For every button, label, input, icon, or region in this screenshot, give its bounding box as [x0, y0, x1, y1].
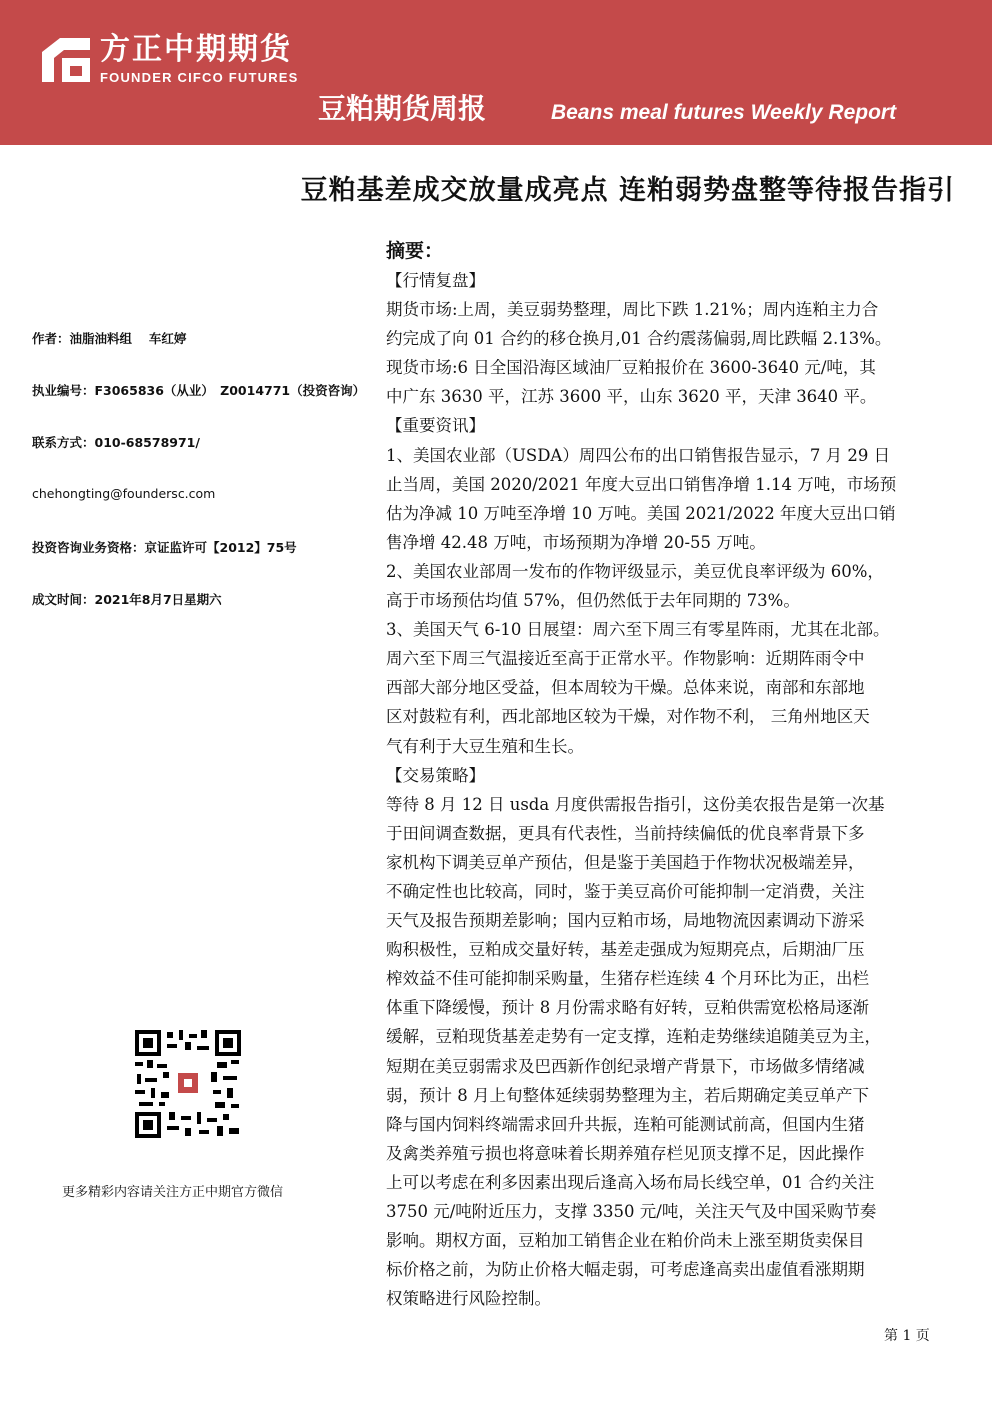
summary-line: 【交易策略】 [386, 765, 485, 785]
summary-line: 中广东 3630 平，江苏 3600 平，山东 3620 平，天津 3640 平。 [386, 387, 877, 407]
summary-line: 标价格之前，为防止价格大幅走弱，可考虑逢高卖出虚值看涨期期 [386, 1260, 865, 1280]
summary-line: 上可以考虑在利多因素出现后逢高入场布局长线空单，01 合约关注 [386, 1172, 875, 1192]
date-info: 成文时间：2021年8月7日星期六 [32, 592, 222, 607]
summary-line: 于田间调查数据，更具有代表性，当前持续偏低的优良率背景下多 [386, 823, 865, 843]
summary-line: 天气及报告预期差影响；国内豆粕市场，局地物流因素调动下游采 [386, 911, 865, 931]
summary-line: 约完成了向 01 合约的移仓换月,01 合约震荡偏弱,周比跌幅 2.13%。 [386, 329, 892, 349]
brand-name-en: FOUNDER CIFCO FUTURES [100, 70, 299, 85]
summary-line: 气有利于大豆生殖和生长。 [386, 736, 584, 756]
report-type-cn: 豆粕期货周报 [318, 92, 487, 125]
summary-line: 体重下降缓慢，预计 8 月份需求略有好转，豆粕供需宽松格局逐渐 [386, 998, 869, 1018]
page-number: 第 1 页 [884, 1328, 930, 1344]
summary-line: 榨效益不佳可能抑制采购量，生猪存栏连续 4 个月环比为正，出栏 [386, 969, 869, 989]
summary-line: 权策略进行风险控制。 [386, 1289, 551, 1309]
summary-body [386, 266, 970, 1313]
qualification-info: 投资咨询业务资格：京证监许可【2012】75号 [32, 540, 297, 555]
summary-line: 高于市场预估均值 57%，但仍然低于去年同期的 73%。 [386, 591, 800, 611]
qr-caption: 更多精彩内容请关注方正中期官方微信 [62, 1185, 284, 1200]
summary-line: 西部大部分地区受益，但本周较为干燥。总体来说，南部和东部地 [386, 678, 865, 698]
summary-line: 弱，预计 8 月上旬整体延续弱势整理为主，若后期确定美豆单产下 [386, 1085, 869, 1105]
email-info: chehongting@foundersc.com [32, 486, 216, 501]
contact-info: 联系方式：010-68578971/ [32, 435, 200, 450]
header-band [0, 0, 992, 145]
summary-line: 不确定性也比较高，同时，鉴于美豆高价可能抑制一定消费，关注 [386, 881, 865, 901]
summary-line: 估为净减 10 万吨至净增 10 万吨。美国 2021/2022 年度大豆出口销 [386, 503, 896, 523]
summary-line: 短期在美豆弱需求及巴西新作创纪录增产背景下，市场做多情绪减 [386, 1056, 865, 1076]
license-info: 执业编号：F3065836（从业） Z0014771（投资咨询） [32, 383, 366, 398]
summary-line: 及禽类养殖亏损也将意味着长期养殖存栏见顶支撑不足，因此操作 [386, 1143, 865, 1163]
summary-line: 影响。期权方面，豆粕加工销售企业在粕价尚未上涨至期货卖保目 [386, 1231, 865, 1251]
brand-name-cn: 方正中期期货 [100, 32, 292, 67]
wechat-qr-code-icon [133, 1028, 243, 1140]
summary-heading: 摘要： [386, 240, 444, 262]
summary-line: 止当周，美国 2020/2021 年度大豆出口销售净增 1.14 万吨，市场预 [386, 474, 897, 494]
summary-line: 3750 元/吨附近压力，支撑 3350 元/吨，关注天气及中国采购节奏 [386, 1202, 877, 1221]
summary-line: 【重要资讯】 [386, 416, 485, 436]
summary-line: 降与国内饲料终端需求回升共振，连粕可能测试前高，但国内生猪 [386, 1114, 865, 1134]
summary-line: 缓解，豆粕现货基差走势有一定支撑，连粕走势继续追随美豆为主， [386, 1027, 881, 1047]
summary-line: 1、美国农业部（USDA）周四公布的出口销售报告显示，7 月 29 日 [386, 445, 891, 465]
summary-line: 【行情复盘】 [386, 271, 485, 290]
author-info: 作者：油脂油料组 车红婷 [32, 331, 187, 346]
summary-line: 等待 8 月 12 日 usda 月度供需报告指引，这份美农报告是第一次基 [386, 794, 885, 814]
summary-line: 3、美国天气 6-10 日展望：周六至下周三有零星阵雨，尤其在北部。 [386, 620, 890, 640]
summary-line: 2、美国农业部周一发布的作物评级显示，美豆优良率评级为 60%， [386, 561, 884, 581]
summary-line: 家机构下调美豆单产预估，但是鉴于美国趋于作物状况极端差异， [386, 852, 865, 872]
summary-line: 周六至下周三气温接近至高于正常水平。作物影响：近期阵雨令中 [386, 649, 865, 669]
report-type-en: Beans meal futures Weekly Report [551, 101, 897, 124]
summary-line: 期货市场:上周，美豆弱势整理，周比下跌 1.21%；周内连粕主力合 [386, 300, 879, 320]
summary-line: 区对鼓粒有利，西北部地区较为干燥，对作物不利， 三角州地区天 [386, 707, 870, 727]
document-title: 豆粕基差成交放量成亮点 连粕弱势盘整等待报告指引 [300, 175, 955, 206]
founder-logo-icon [40, 36, 92, 84]
summary-line: 购积极性，豆粕成交量好转，基差走强成为短期亮点，后期油厂压 [386, 940, 865, 960]
summary-line: 售净增 42.48 万吨，市场预期为净增 20-55 万吨。 [386, 532, 766, 552]
summary-line: 现货市场:6 日全国沿海区域油厂豆粕报价在 3600-3640 元/吨，其 [386, 358, 876, 378]
